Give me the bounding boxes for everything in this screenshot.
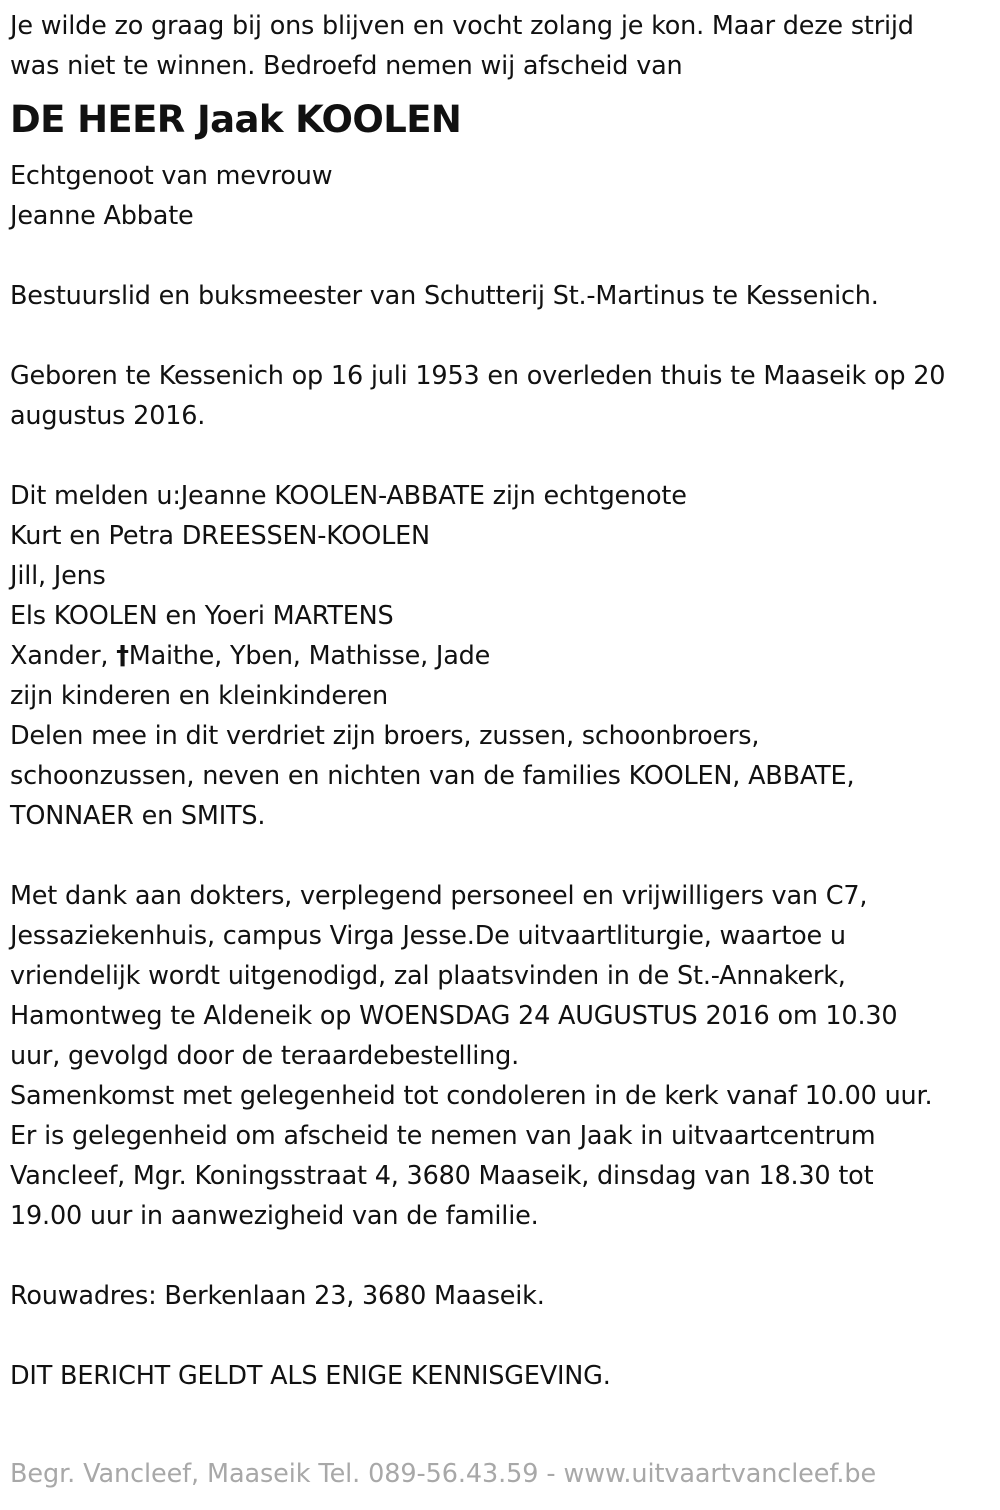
grandchildren-rest: Maithe, Yben, Mathisse, Jade <box>128 641 491 671</box>
birth-death-line-1: Geboren te Kessenich op 16 juli 1953 en overleden thuis te Maaseik op 20 <box>10 361 946 391</box>
thanks-line-9: 19.00 uur in aanwezigheid van de familie. <box>10 1201 539 1231</box>
thanks-line-5: uur, gevolgd door de teraardebestelling. <box>10 1041 519 1071</box>
family-line-5 <box>10 636 995 676</box>
family-line-6: zijn kinderen en kleinkinderen <box>10 681 388 711</box>
spouse-line-1: Echtgenoot van mevrouw <box>10 161 333 191</box>
thanks-line-6: Samenkomst met gelegenheid tot condoleren in de kerk vanaf 10.00 uur. <box>10 1081 933 1111</box>
thanks-line-2: Jessaziekenhuis, campus Virga Jesse.De uitvaartliturgie, waartoe u <box>10 921 846 951</box>
spouse-line-2: Jeanne Abbate <box>10 201 194 231</box>
spacer <box>10 1316 995 1356</box>
family-line-3: Jill, Jens <box>10 561 106 591</box>
thanks-line-4: Hamontweg te Aldeneik op WOENSDAG 24 AUGUSTUS 2016 om 10.30 <box>10 1001 898 1031</box>
role-line: Bestuurslid en buksmeester van Schutterij St.-Martinus te Kessenich. <box>10 281 879 311</box>
spacer <box>10 1236 995 1276</box>
thanks-line-8: Vancleef, Mgr. Koningsstraat 4, 3680 Maaseik, dinsdag van 18.30 tot <box>10 1161 874 1191</box>
birth-death-line-2: augustus 2016. <box>10 401 206 431</box>
spouse-section <box>10 156 995 236</box>
obituary-document <box>10 6 995 1396</box>
thanks-line-1: Met dank aan dokters, verplegend personeel en vrijwilligers van C7, <box>10 881 868 911</box>
spacer <box>10 316 995 356</box>
spacer <box>10 436 995 476</box>
family-line-7: Delen mee in dit verdriet zijn broers, zussen, schoonbroers, <box>10 721 760 751</box>
family-line-9: TONNAER en SMITS. <box>10 801 266 831</box>
grandchildren-prefix: Xander, <box>10 641 117 671</box>
deceased-name: DE HEER Jaak KOOLEN <box>10 98 462 141</box>
intro-section <box>10 6 995 86</box>
family-line-2: Kurt en Petra DREESSEN-KOOLEN <box>10 521 430 551</box>
cross-icon: † <box>116 641 129 671</box>
intro-line-1: Je wilde zo graag bij ons blijven en vocht zolang je kon. Maar deze strijd <box>10 11 914 41</box>
family-section <box>10 476 995 836</box>
thanks-line-7: Er is gelegenheid om afscheid te nemen van Jaak in uitvaartcentrum <box>10 1121 876 1151</box>
spacer <box>10 836 995 876</box>
notice-line: DIT BERICHT GELDT ALS ENIGE KENNISGEVING. <box>10 1361 611 1391</box>
intro-line-2: was niet te winnen. Bedroefd nemen wij afscheid van <box>10 51 683 81</box>
funeral-home-footer: Begr. Vancleef, Maaseik Tel. 089-56.43.59 - www.uitvaartvancleef.be <box>10 1459 877 1489</box>
family-line-1: Dit melden u:Jeanne KOOLEN-ABBATE zijn echtgenote <box>10 481 687 511</box>
spacer <box>10 236 995 276</box>
thanks-line-3: vriendelijk wordt uitgenodigd, zal plaatsvinden in de St.-Annakerk, <box>10 961 846 991</box>
family-line-4: Els KOOLEN en Yoeri MARTENS <box>10 601 394 631</box>
thanks-section <box>10 876 995 1236</box>
family-line-8: schoonzussen, neven en nichten van de families KOOLEN, ABBATE, <box>10 761 855 791</box>
mourning-address: Rouwadres: Berkenlaan 23, 3680 Maaseik. <box>10 1281 545 1311</box>
birth-death-section <box>10 356 995 436</box>
